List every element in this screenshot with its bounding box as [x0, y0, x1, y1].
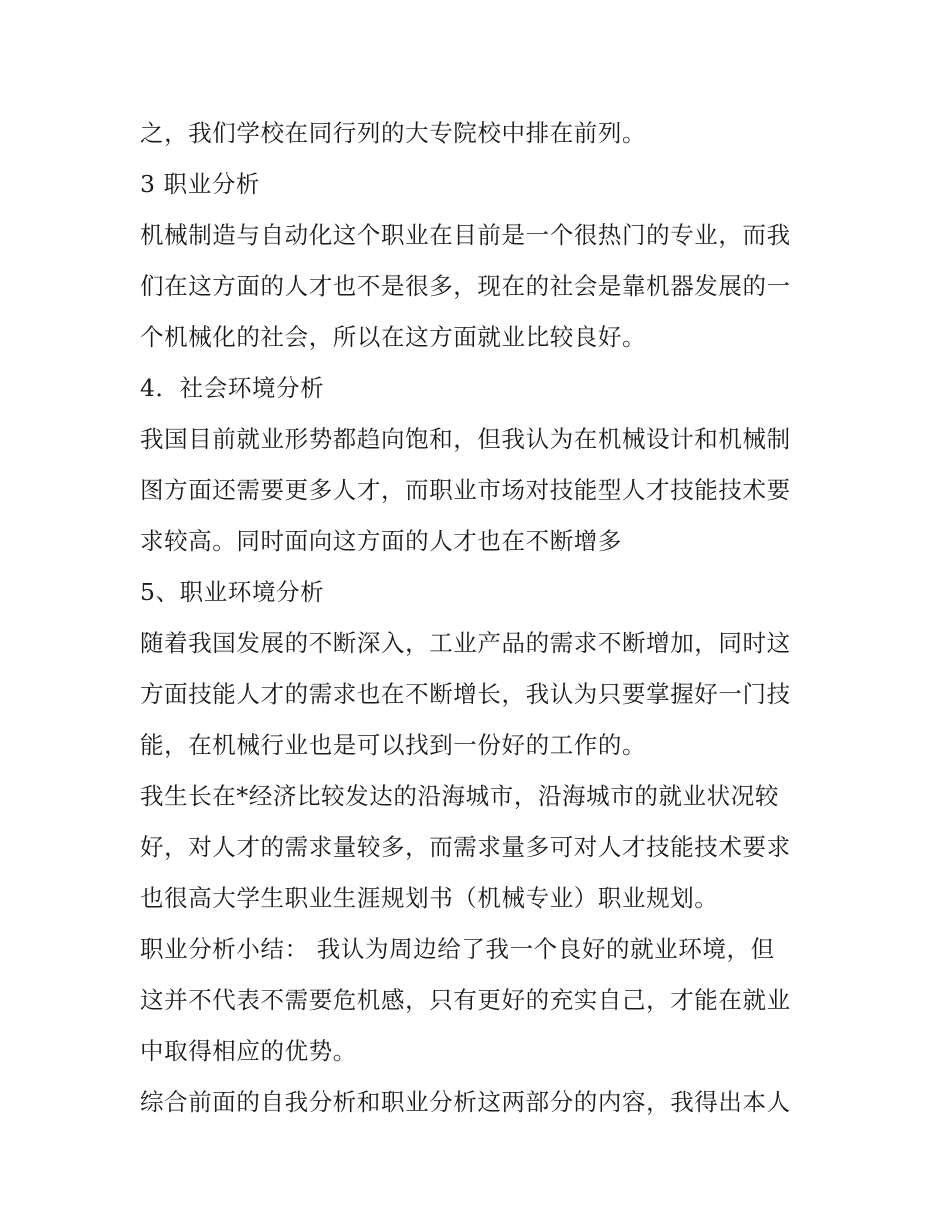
text-line: 这并不代表不需要危机感，只有更好的充实自己，才能在就业 [140, 986, 791, 1014]
text-line: 能，在机械行业也是可以找到一份好的工作的。 [140, 731, 647, 759]
text-line: 方面技能人才的需求也在不断增长，我认为只要掌握好一门技 [140, 680, 791, 708]
text-line: 随着我国发展的不断深入，工业产品的需求不断增加，同时这 [140, 629, 791, 657]
text-line: 图方面还需要更多人才，而职业市场对技能型人才技能技术要 [140, 476, 791, 504]
text-line: 也很高大学生职业生涯规划书（机械专业）职业规划。 [140, 884, 719, 912]
text-line: 个机械化的社会，所以在这方面就业比较良好。 [140, 323, 647, 351]
document-body [140, 108, 820, 1128]
section-heading-career-environment: 5、职业环境分析 [140, 578, 325, 606]
text-line: 综合前面的自我分析和职业分析这两部分的内容，我得出本人 [140, 1088, 791, 1116]
text-line: 求较高。同时面向这方面的人才也在不断增多 [140, 527, 622, 555]
text-line: 好，对人才的需求量较多，而需求量多可对人才技能技术要求 [140, 833, 791, 861]
text-line: 我生长在*经济比较发达的沿海城市，沿海城市的就业状况较 [140, 782, 779, 810]
section-heading-social-environment: 4．社会环境分析 [140, 374, 325, 402]
text-line: 我国目前就业形势都趋向饱和，但我认为在机械设计和机械制 [140, 425, 791, 453]
section-heading-career-analysis: 3 职业分析 [140, 170, 261, 198]
text-line: 们在这方面的人才也不是很多，现在的社会是靠机器发展的一 [140, 272, 791, 300]
text-line: 职业分析小结： 我认为周边给了我一个良好的就业环境，但 [140, 935, 775, 963]
text-line: 之，我们学校在同行列的大专院校中排在前列。 [140, 119, 647, 147]
text-line: 机械制造与自动化这个职业在目前是一个很热门的专业，而我 [140, 221, 791, 249]
text-line: 中取得相应的优势。 [140, 1037, 357, 1065]
